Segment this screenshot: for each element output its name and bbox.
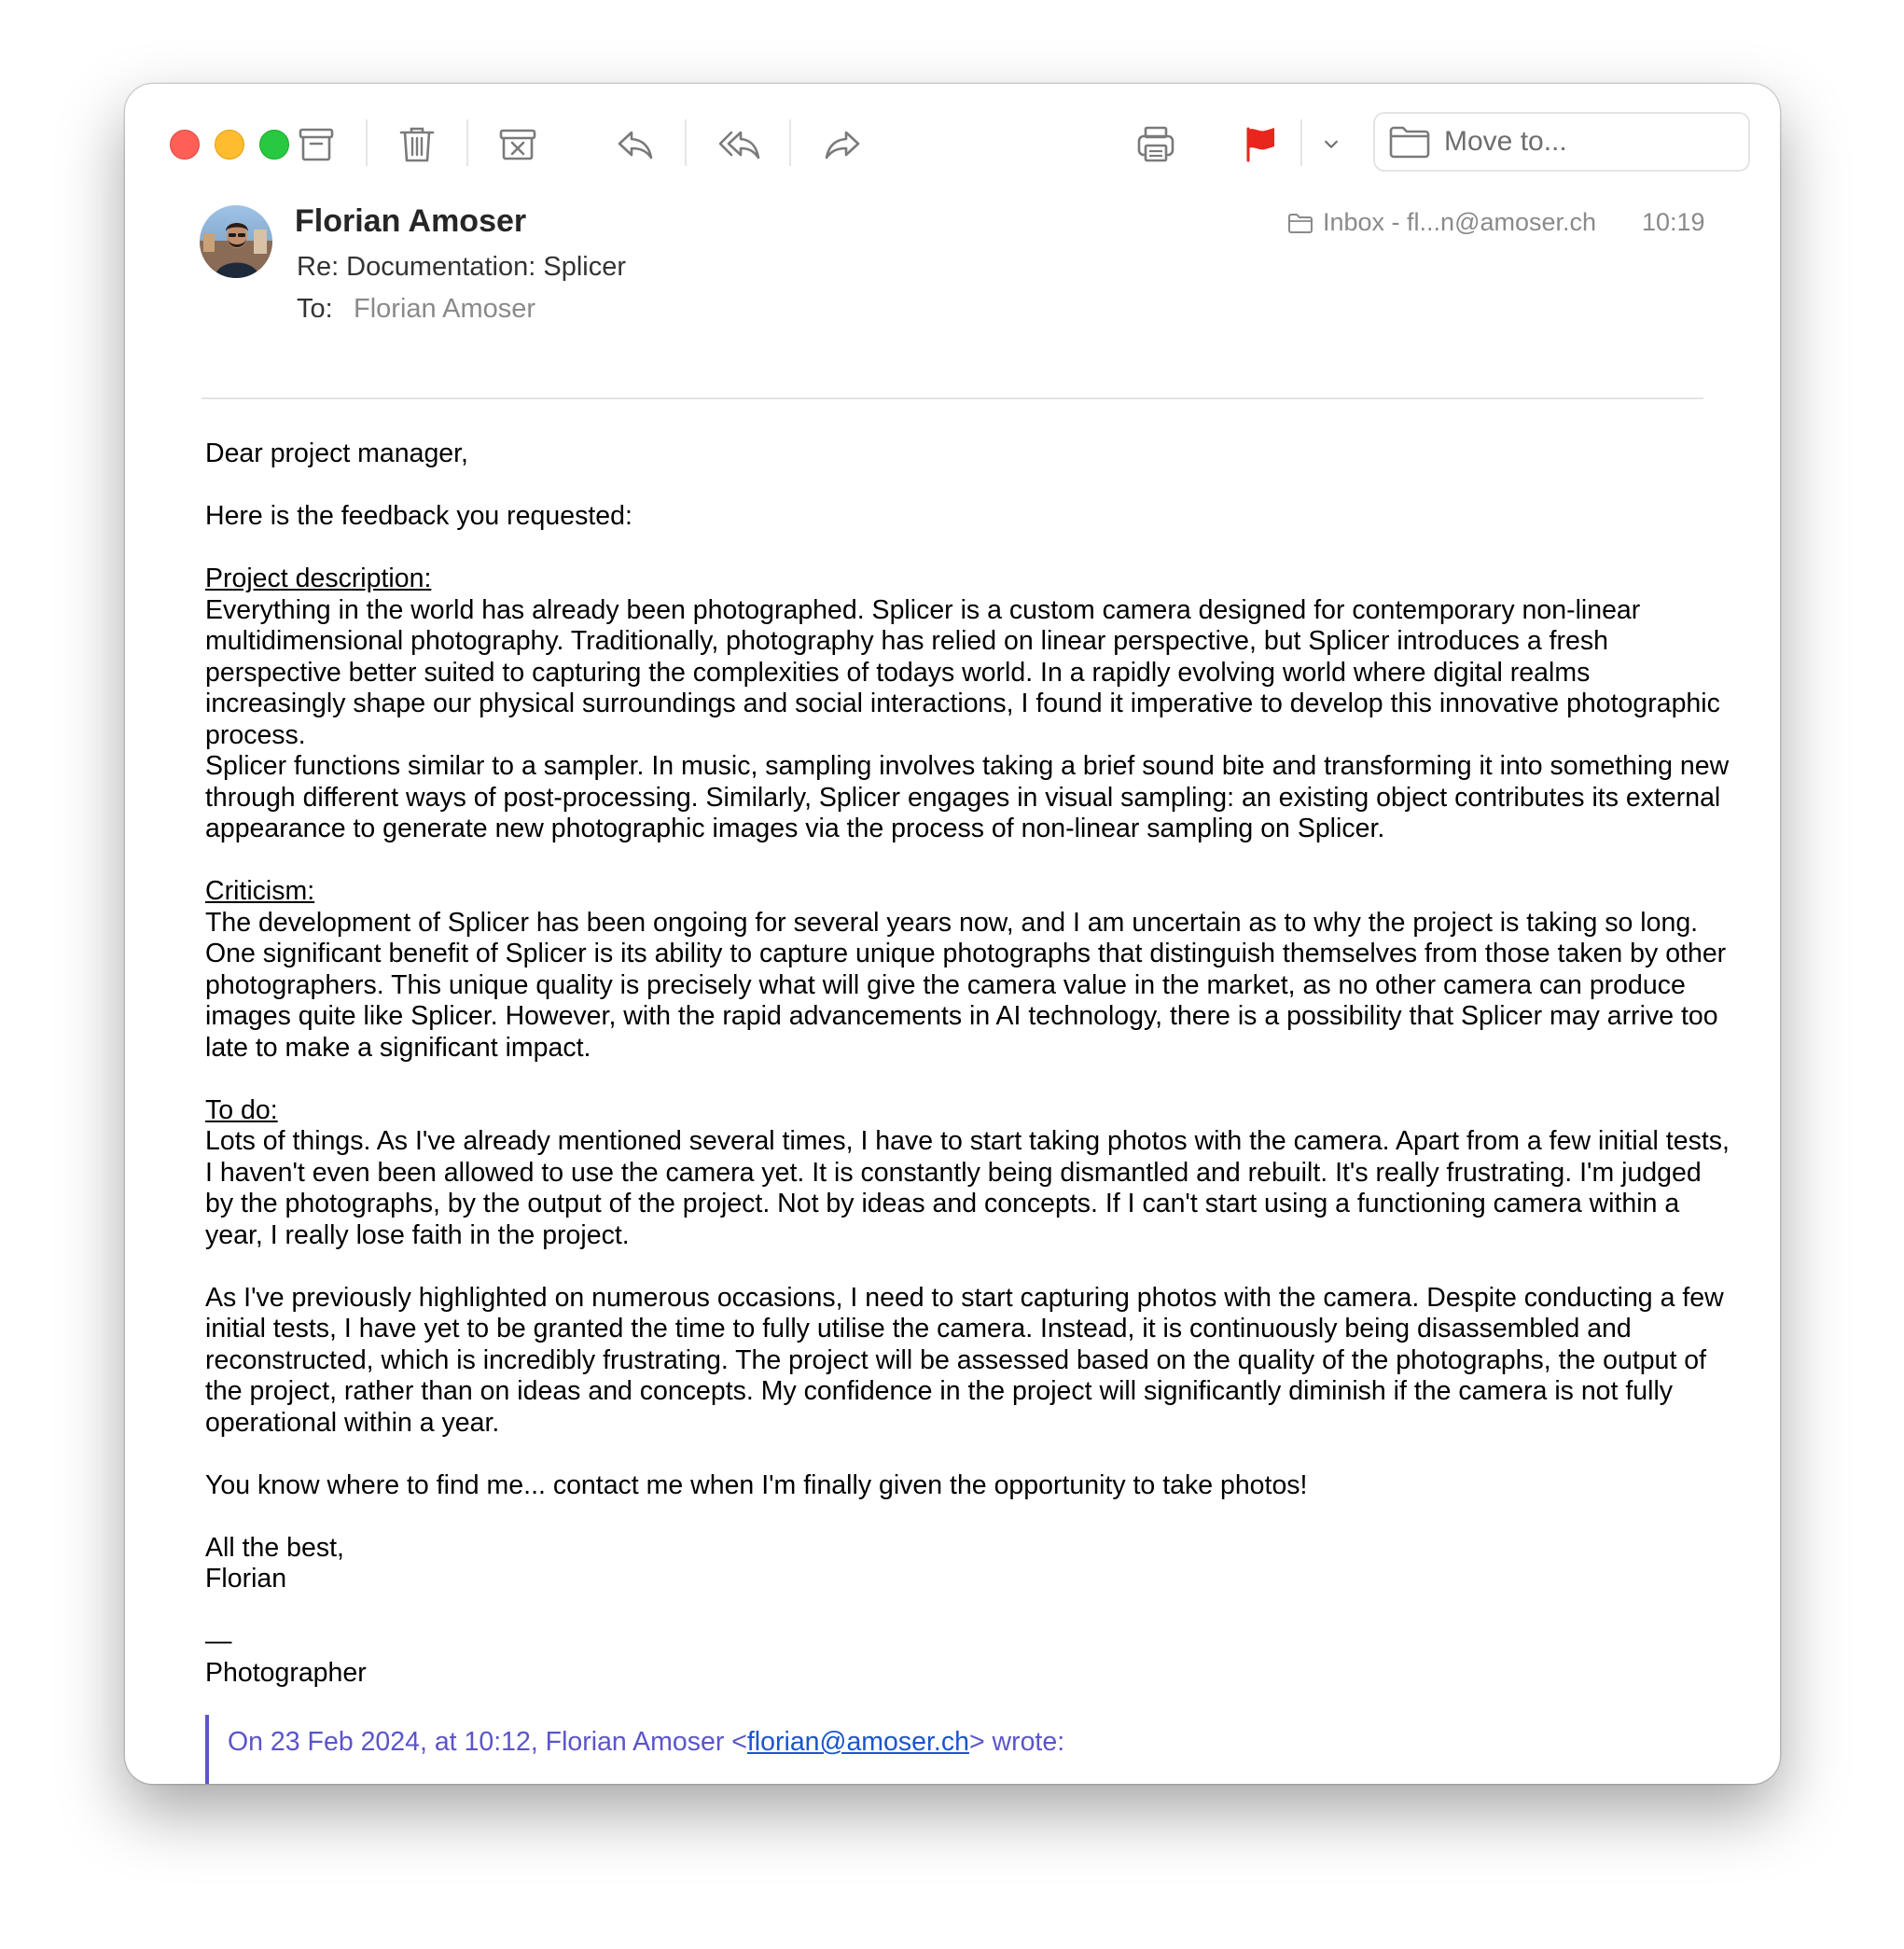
reply-icon	[614, 123, 657, 166]
todo-paragraph-2: As I've previously highlighted on numerous occasions, I need to start capturing photos with the camera. Despite conducting a few initial tests, I have yet to be granted the time to fully utilise the camera. Instead, it is continuously being disassembled and reconstructed, which is incredibly frustrating. The project will be assessed based on the quality of the photographs, the output of the project, rather than on ideas and concepts. My confidence in the project will significantly diminish if the camera is not fully operational within a year.	[205, 1282, 1724, 1438]
quote-suffix: > wrote:	[968, 1727, 1065, 1757]
closing-line: You know where to find me... contact me when I'm finally given the opportunity to take photos!	[205, 1469, 1308, 1500]
greeting: Dear project manager,	[205, 439, 468, 468]
message-time: 10:19	[1642, 208, 1705, 236]
toolbar-separator	[685, 119, 687, 166]
sender-name[interactable]: Florian Amoser	[295, 203, 527, 239]
junk-icon	[496, 123, 539, 166]
forward-icon	[821, 123, 864, 166]
todo-paragraph-1: Lots of things. As I've already mentioned several times, I have to start taking photos with the camera. Apart from a few initial tests, I haven't even been allowed to use the camera yet. It is constantly being dismantled and rebuilt. It's really frustrating. I'm judged by the photographs, by the output of the project. Not by ideas and concepts. If I can't start using a functioning camera within a year, I really lose faith in the project.	[205, 1126, 1730, 1250]
close-window-button[interactable]	[170, 130, 200, 160]
folder-icon	[1388, 123, 1431, 160]
quote-prefix: On 23 Feb 2024, at 10:12, Florian Amoser <	[228, 1727, 747, 1757]
to-label: To:	[297, 294, 333, 324]
flag-button[interactable]	[1228, 112, 1293, 177]
header-divider	[202, 397, 1703, 399]
toolbar	[125, 84, 1780, 205]
intro-line: Here is the feedback you requested:	[205, 501, 632, 531]
reply-button[interactable]	[603, 112, 668, 177]
toolbar-separator	[1300, 119, 1302, 166]
toolbar-separator	[789, 119, 791, 166]
forward-button[interactable]	[810, 112, 875, 177]
quote-email-link[interactable]: florian@amoser.ch	[746, 1727, 969, 1757]
print-button[interactable]	[1123, 112, 1188, 177]
quoted-message	[205, 1715, 1735, 1784]
project-paragraph-1: Everything in the world has already been photographed. Splicer is a custom camera designed for contemporary non-linear multidimensional photography. Traditionally, photography has relied on linear perspective, but Splicer introduces a fresh perspective better suited to capturing the complexities of todays world. In a rapidly evolving world where digital realms increasingly shape our physical surroundings and social interactions, I found it imperative to develop this innovative photographic process.	[205, 594, 1720, 750]
project-heading: Project description:	[205, 564, 432, 593]
archive-icon	[295, 123, 338, 166]
trash-button[interactable]	[384, 112, 450, 177]
flag-menu-button[interactable]	[1308, 112, 1355, 177]
move-to-button[interactable]	[1373, 112, 1750, 172]
signature-name: Florian	[205, 1564, 287, 1594]
message-subject: Re: Documentation: Splicer	[297, 252, 626, 282]
toolbar-separator	[466, 119, 468, 166]
criticism-paragraph: The development of Splicer has been ongoing for several years now, and I am uncertain as to why the project is taking so long. One significant benefit of Splicer is its ability to capture unique photographs that distinguish themselves from those taken by other photographers. This unique quality is precisely what will give the camera value in the market, as no other camera can produce images quite like Splicer. However, with the rapid advancements in AI technology, there is a possibility that Splicer may arrive too late to make a significant impact.	[205, 907, 1727, 1063]
printer-icon	[1134, 123, 1177, 166]
signature-title: Photographer	[205, 1657, 367, 1688]
project-paragraph-2: Splicer functions similar to a sampler. In music, sampling involves taking a brief sound bite and transforming it into something new through different ways of post-processing. Similarly, Splicer engages in visual sampling: an existing object contributes its external appearance to generate new photographic images via the process of non-linear sampling on Splicer.	[205, 751, 1730, 843]
signoff: All the best,	[205, 1532, 344, 1563]
junk-button[interactable]	[485, 112, 550, 177]
reply-all-button[interactable]	[707, 112, 772, 177]
toolbar-separator	[366, 119, 368, 166]
reply-all-icon	[718, 123, 761, 166]
chevron-down-icon	[1317, 131, 1345, 159]
mailbox-indicator	[1287, 208, 1596, 237]
signature-dash: —	[205, 1626, 232, 1656]
recipient-name[interactable]: Florian Amoser	[354, 294, 536, 324]
message-body	[205, 439, 1735, 1689]
folder-icon	[1287, 212, 1313, 234]
minimize-window-button[interactable]	[215, 130, 244, 160]
todo-heading: To do:	[205, 1094, 278, 1125]
mailbox-label: Inbox - fl...n@amoser.ch	[1323, 208, 1597, 236]
move-to-label: Move to...	[1444, 126, 1567, 157]
criticism-heading: Criticism:	[205, 876, 315, 906]
flag-icon	[1239, 123, 1282, 166]
trash-icon	[396, 123, 438, 166]
avatar	[200, 205, 272, 278]
mail-window	[125, 84, 1780, 1784]
archive-button[interactable]	[284, 112, 349, 177]
